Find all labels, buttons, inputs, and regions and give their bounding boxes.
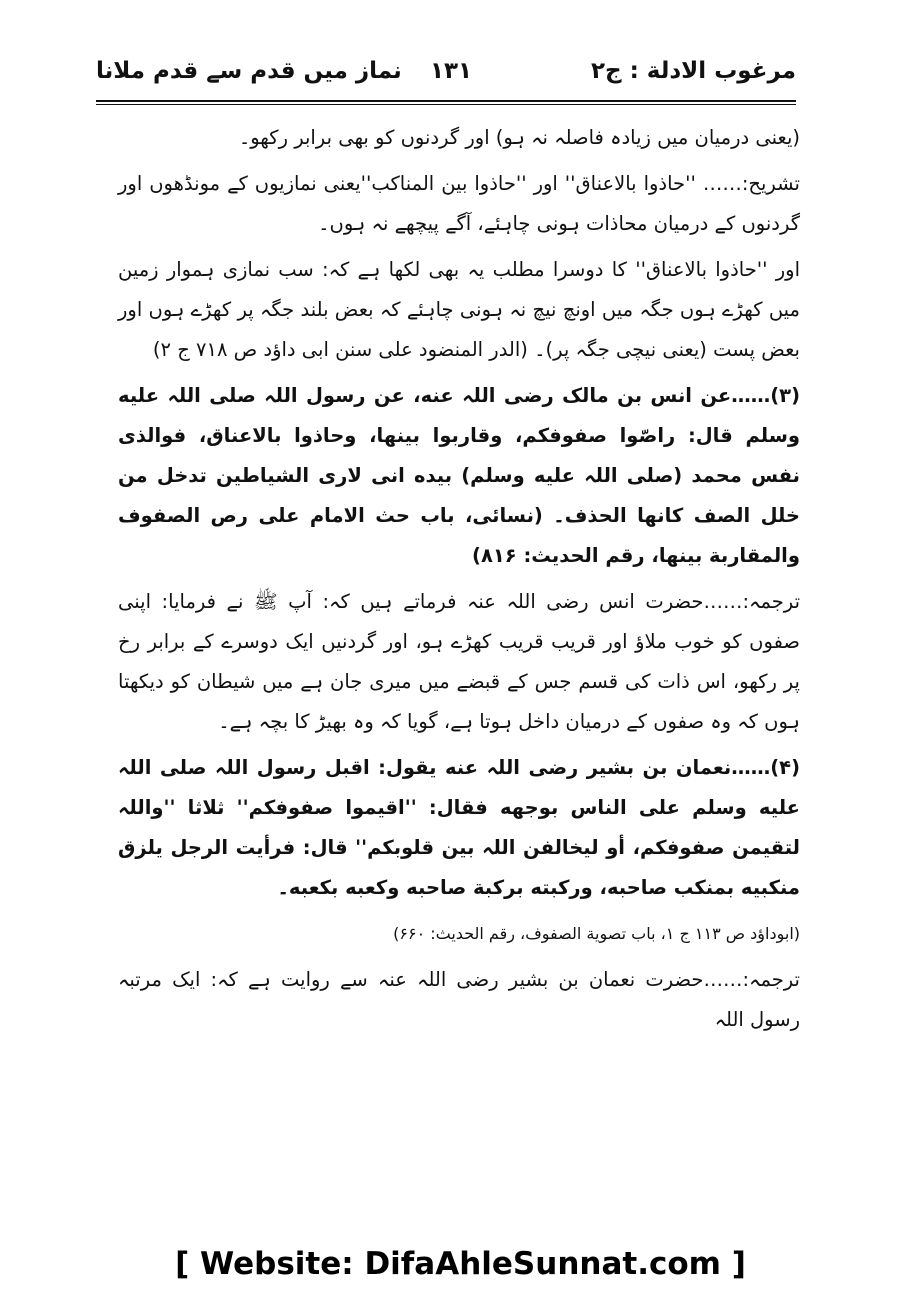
paragraph-3: اور ''حاذوا بالاعناق'' کا دوسرا مطلب یہ بھی لکھا ہے کہ: سب نمازی ہموار زمین میں کھڑے ہوں جگہ میں اونچ نیچ نہ ہونی چاہئے کہ بعض بلند جگہ پر کھڑے ہوں اور بعض پست (یعنی نیچی جگہ پر)۔ (الدر المنضود علی سنن ابی داؤد ص ۷۱۸ ج ۲) xyxy=(118,258,800,361)
paragraph-1: (یعنی درمیان میں زیادہ فاصلہ نہ ہو) اور گردنوں کو بھی برابر رکھو۔ xyxy=(238,126,800,149)
header-divider xyxy=(96,100,796,102)
book-title: مرغوب الادلة : ج۲ xyxy=(590,58,796,84)
hadith-3-arabic: (۳)……عن انس بن مالک رضی اللہ عنه، عن رسول اللہ صلی اللہ علیه وسلم قال: راصّوا صفوفکم، وقاربوا بینها، وحاذوا بالاعناق، فوالذی نفس محمد (صلی اللہ علیه وسلم) بیده انی لاری الشیاطین تدخل من خلل الصف کانها الحذف۔ (نسائی، باب حث الامام علی رص الصفوف والمقاربة بینها، رقم الحدیث: ۸۱۶) xyxy=(118,384,800,567)
website-footer: [ Website: DifaAhleSunnat.com ] xyxy=(175,1246,746,1282)
chapter-title: نماز میں قدم سے قدم ملانا xyxy=(96,58,402,84)
page-header xyxy=(96,50,796,100)
page-body xyxy=(118,118,800,1046)
translation-hadith-3: ترجمہ:……حضرت انس رضی اللہ عنہ فرماتے ہیں کہ: آپ ﷺ نے فرمایا: اپنی صفوں کو خوب ملاؤ اور قریب قریب کھڑے ہو، اور گردنیں ایک دوسرے کے برابر رخ پر رکھو، اس ذات کی قسم جس کے قبضے میں میری جان ہے میں شیطان کو دیکھتا ہوں کہ وہ صفوں کے درمیان داخل ہوتا ہے، گویا کہ وہ بھیڑ کا بچہ ہے۔ xyxy=(118,590,800,733)
paragraph-2: تشریح:…… ''حاذوا بالاعناق'' اور ''حاذوا بین المناکب''یعنی نمازیوں کے مونڈھوں اور گردنوں کے درمیان محاذات ہونی چاہئے، آگے پیچھے نہ ہوں۔ xyxy=(118,172,800,235)
translation-hadith-4: ترجمہ:……حضرت نعمان بن بشیر رضی اللہ عنہ سے روایت ہے کہ: ایک مرتبہ رسول اللہ xyxy=(118,968,800,1031)
hadith-4-reference: (ابوداؤد ص ۱۱۳ ج ۱، باب تصویة الصفوف، رقم الحدیث: ۶۶۰) xyxy=(393,924,800,943)
page-number: ۱۳۱ xyxy=(429,58,473,84)
hadith-4-arabic: (۴)……نعمان بن بشیر رضی اللہ عنه یقول: اقبل رسول اللہ صلی اللہ علیه وسلم علی الناس بوجهه فقال: ''اقیموا صفوفکم'' ثلاثا ''واللہ لتقیمن صفوفکم، أو لیخالفن اللہ بین قلوبکم'' قال: فرأیت الرجل یلزق منکبیه بمنکب صاحبه، ورکبته برکبة صاحبه وکعبه بکعبه۔ xyxy=(118,756,800,899)
header-divider-thin xyxy=(96,104,796,105)
